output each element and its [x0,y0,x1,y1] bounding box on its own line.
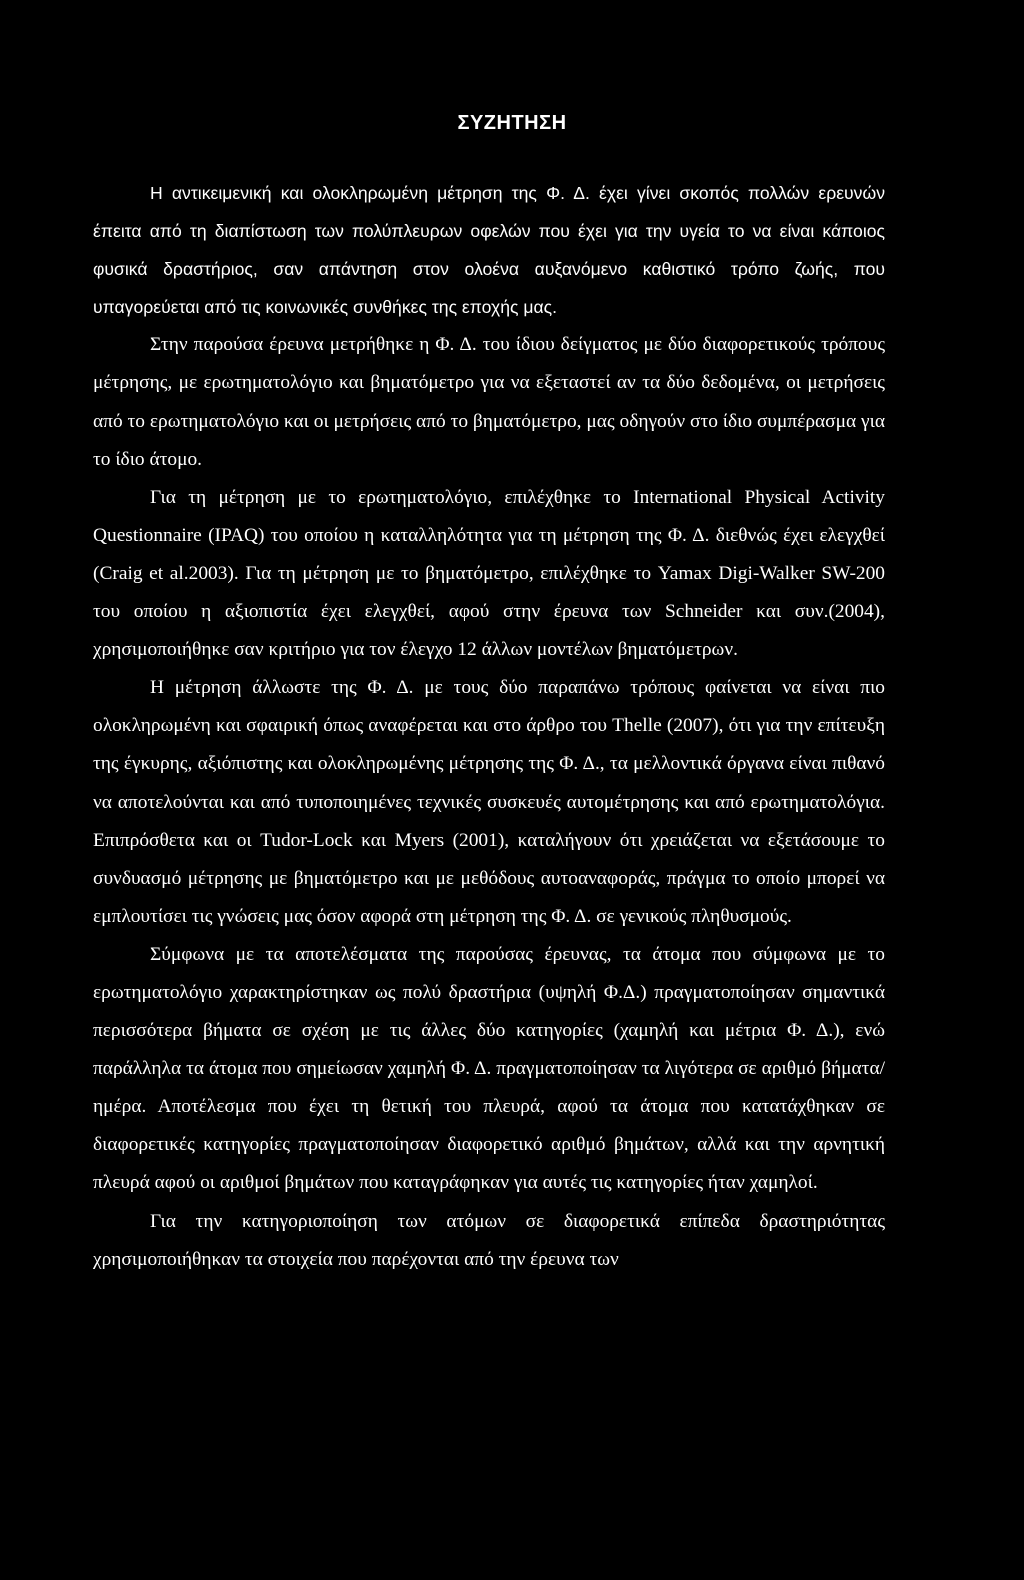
paragraph-2: Στην παρούσα έρευνα μετρήθηκε η Φ. Δ. του ίδιου δείγματος με δύο διαφορετικούς τρόπους μέτρησης, με ερωτηματολόγιο και βηματόμετρο για να εξεταστεί αν τα δύο δεδομένα, οι μετρήσεις από το ερωτηματολόγιο και οι μετρήσεις από το βηματόμετρο, μας οδηγούν στο ίδιο συμπέρασμα για το ίδιο άτομο. [93,334,885,470]
paragraph-6: Για την κατηγοριοποίηση των ατόμων σε διαφορετικά επίπεδα δραστηριότητας χρησιμοποιήθηκαν τα στοιχεία που παρέχονται από την έρευνα των [93,1210,885,1270]
body-text [93,174,885,1279]
paragraph-4: Η μέτρηση άλλωστε της Φ. Δ. με τους δύο παραπάνω τρόπους φαίνεται να είναι πιο ολοκληρωμένη και σφαιρική όπως αναφέρεται και στο άρθρο του Thelle (2007), ότι για την επίτευξη της έγκυρης, αξιόπιστης και ολοκληρωμένης μέτρησης της Φ. Δ., τα μελλοντικά όργανα είναι πιθανό να αποτελούνται και από τυποποιημένες τεχνικές συσκευές αυτομέτρησης και από ερωτηματολόγια. Επιπρόσθετα και οι Tudor-Lock και Myers (2001), καταλήγουν ότι χρειάζεται να εξετάσουμε το συνδυασμό μέτρησης με βηματόμετρο και με μεθόδους αυτοαναφοράς, πράγμα το οποίο μπορεί να εμπλουτίσει τις γνώσεις μας όσον αφορά στη μέτρηση της Φ. Δ. σε γενικούς πληθυσμούς. [93,677,885,927]
paragraph-1: Η αντικειμενική και ολοκληρωμένη μέτρηση της Φ. Δ. έχει γίνει σκοπός πολλών ερευνών έπειτα από τη διαπίστωση των πολύπλευρων οφελών που έχει για την υγεία το να είναι κάποιος φυσικά δραστήριος, σαν απάντηση στον ολοένα αυξανόμενο καθιστικό τρόπο ζωής, που υπαγορεύεται από τις κοινωνικές συνθήκες της εποχής μας. [93,183,885,318]
section-heading: ΣΥΖΗΤΗΣΗ [457,112,567,134]
paragraph-5: Σύμφωνα με τα αποτελέσματα της παρούσας έρευνας, τα άτομα που σύμφωνα με το ερωτηματολόγιο χαρακτηρίστηκαν ως πολύ δραστήρια (υψηλή Φ.Δ.) πραγματοποίησαν σημαντικά περισσότερα βήματα σε σχέση με τις άλλες δύο κατηγορίες (χαμηλή και μέτρια Φ. Δ.), ενώ παράλληλα τα άτομα που σημείωσαν χαμηλή Φ. Δ. πραγματοποίησαν τα λιγότερα σε αριθμό βήματα/ ημέρα. Αποτέλεσμα που έχει τη θετική του πλευρά, αφού τα άτομα που κατατάχθηκαν σε διαφορετικές κατηγορίες πραγματοποίησαν διαφορετικό αριθμό βημάτων, αλλά και την αρνητική πλευρά αφού οι αριθμοί βημάτων που καταγράφηκαν για αυτές τις κατηγορίες ήταν χαμηλοί. [93,943,885,1194]
paragraph-3: Για τη μέτρηση με το ερωτηματολόγιο, επιλέχθηκε το International Physical Activity Questionnaire (IPAQ) του οποίου η καταλληλότητα για τη μέτρηση της Φ. Δ. διεθνώς έχει ελεγχθεί (Craig et al.2003). Για τη μέτρηση με το βηματόμετρο, επιλέχθηκε το Yamax Digi-Walker SW-200 του οποίου η αξιοπιστία έχει ελεγχθεί, αφού στην έρευνα των Schneider και συν.(2004), χρησιμοποιήθηκε σαν κριτήριο για τον έλεγχο 12 άλλων μοντέλων βηματόμετρων. [93,486,885,661]
